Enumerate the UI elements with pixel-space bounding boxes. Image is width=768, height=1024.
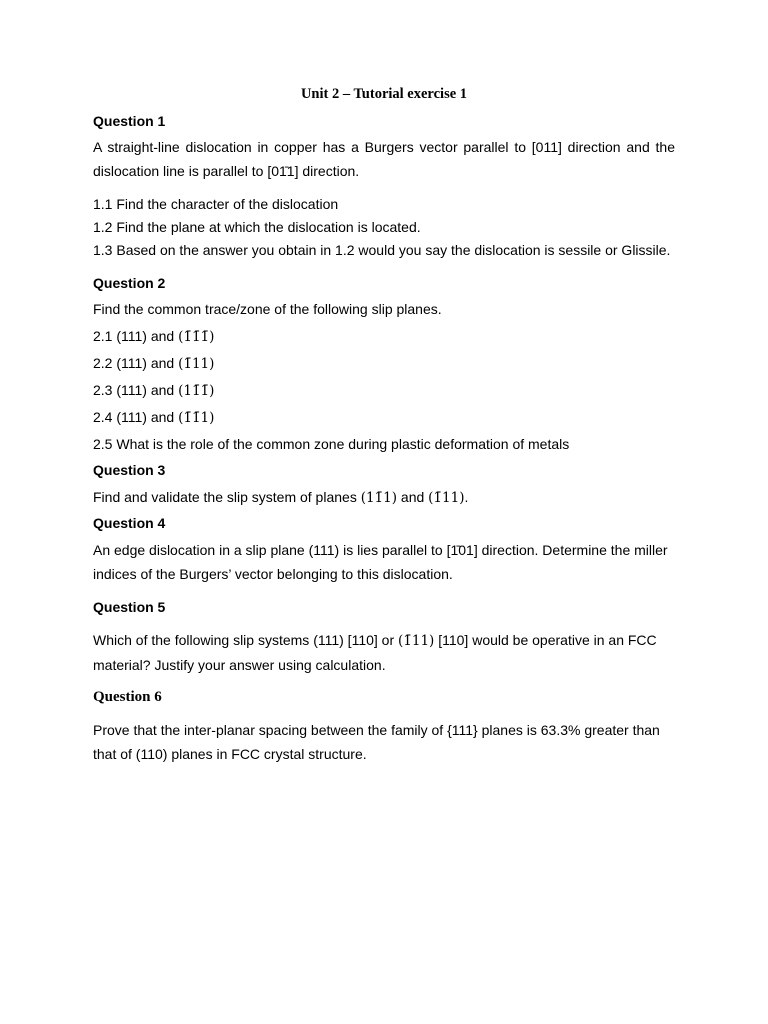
body-mid: and xyxy=(397,489,429,505)
question-2-item-5: 2.5 What is the role of the common zone during plastic deformation of metals xyxy=(93,436,570,452)
question-4-body: An edge dislocation in a slip plane (111) is lies parallel to [1̄01] direction. Determine the miller indices of the Burgers’ vector belonging to this dislocation. xyxy=(93,542,668,582)
item-prefix: 2.2 (111) and xyxy=(93,355,179,371)
question-1-item-2: 1.2 Find the plane at which the dislocation is located. xyxy=(93,219,421,235)
question-5-heading: Question 5 xyxy=(93,599,166,615)
question-4-heading: Question 4 xyxy=(93,515,166,531)
question-3-body xyxy=(93,489,468,506)
miller-index: (1̄11) xyxy=(398,633,435,649)
question-1-item-3: 1.3 Based on the answer you obtain in 1.2 would you say the dislocation is sessile or Glissile. xyxy=(93,242,671,258)
page-title: Unit 2 – Tutorial exercise 1 xyxy=(300,86,468,102)
question-2-item-2 xyxy=(93,355,214,372)
question-6-body: Prove that the inter-planar spacing between the family of {111} planes is 63.3% greater than that of (110) planes in FCC crystal structure. xyxy=(93,722,660,762)
body-suffix: [110] would be operative in an FCC material? Justify your answer using calculation. xyxy=(93,632,657,673)
miller-index: (11̄1) xyxy=(360,490,398,506)
question-1-body: A straight-line dislocation in copper has a Burgers vector parallel to [011] direction and the dislocation line is parallel to [01̄1] direction. xyxy=(93,139,675,179)
question-2-item-4 xyxy=(93,409,214,426)
question-6-heading: Question 6 xyxy=(93,689,162,705)
body-prefix: Which of the following slip systems (111) [110] or xyxy=(93,632,399,648)
question-3-heading: Question 3 xyxy=(93,462,166,478)
question-5-body xyxy=(93,629,675,677)
question-2-heading: Question 2 xyxy=(93,275,166,291)
body-suffix: . xyxy=(464,489,469,505)
miller-index: (1̄11) xyxy=(428,490,465,506)
question-1-item-1: 1.1 Find the character of the dislocation xyxy=(93,196,339,212)
question-2-intro: Find the common trace/zone of the following slip planes. xyxy=(93,301,442,317)
item-prefix: 2.3 (111) and xyxy=(93,382,179,398)
miller-index: (11̄1̄) xyxy=(178,383,215,399)
miller-index: (1̄11) xyxy=(178,356,215,372)
item-prefix: 2.1 (111) and xyxy=(93,328,179,344)
miller-index: (1̄1̄1̄) xyxy=(178,329,215,345)
miller-index: (1̄1̄1) xyxy=(178,410,215,426)
question-2-item-1 xyxy=(93,328,214,345)
question-2-item-3 xyxy=(93,382,214,399)
body-prefix: Find and validate the slip system of planes xyxy=(93,489,361,505)
item-prefix: 2.4 (111) and xyxy=(93,409,179,425)
question-1-heading: Question 1 xyxy=(93,113,166,129)
